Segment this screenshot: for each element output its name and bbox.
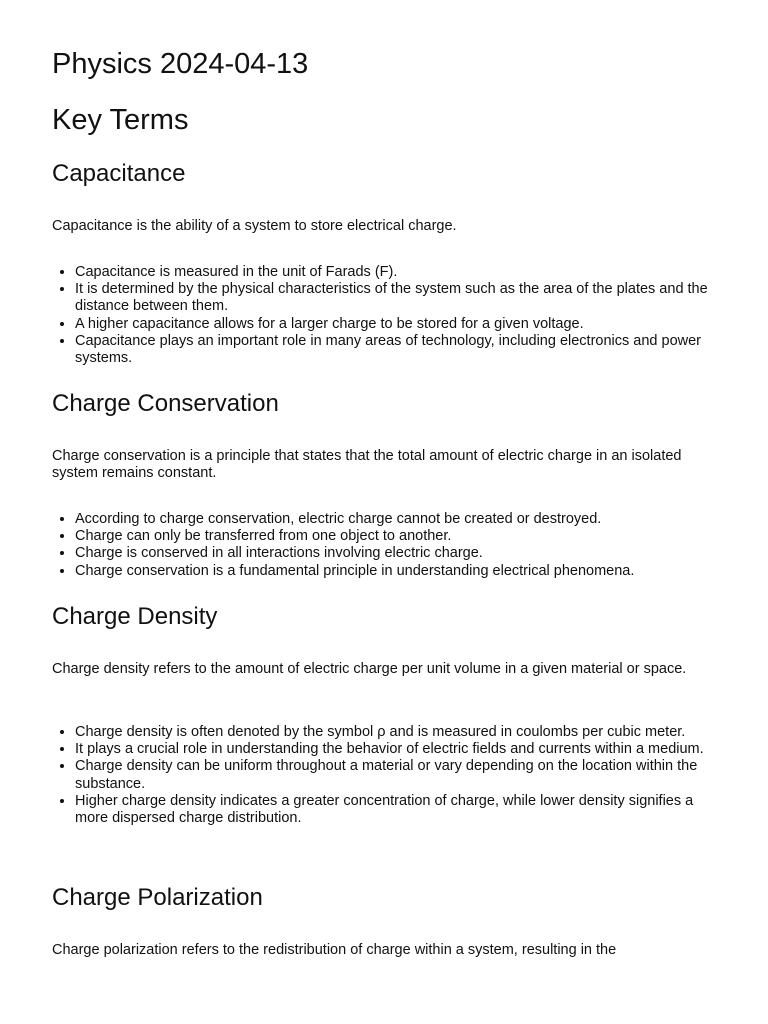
list-item: • It is determined by the physical characteristics of the system such as the area of the plates and the distance between them. bbox=[75, 281, 716, 315]
list-item: • Higher charge density indicates a greater concentration of charge, while lower density signifies a more dispersed charge distribution. bbox=[75, 793, 716, 827]
term-heading-charge-polarization: Charge Polarization bbox=[52, 884, 263, 911]
term-heading-charge-conservation: Charge Conservation bbox=[52, 390, 279, 417]
list-item: • Capacitance plays an important role in many areas of technology, including electronics and power systems. bbox=[75, 333, 716, 367]
list-item: • Charge density is often denoted by the symbol ρ and is measured in coulombs per cubic meter. bbox=[75, 724, 716, 741]
term-points-capacitance bbox=[52, 264, 716, 367]
list-item: • Charge is conserved in all interactions involving electric charge. bbox=[75, 545, 716, 562]
term-definition-charge-conservation: Charge conservation is a principle that states that the total amount of electric charge in an isolated system remains constant. bbox=[52, 448, 682, 482]
list-item: • Charge conservation is a fundamental principle in understanding electrical phenomena. bbox=[75, 563, 716, 580]
term-points-charge-conservation bbox=[52, 511, 716, 580]
section-heading-key-terms: Key Terms bbox=[52, 104, 189, 136]
list-item: • Charge can only be transferred from one object to another. bbox=[75, 528, 716, 545]
list-item: • A higher capacitance allows for a larger charge to be stored for a given voltage. bbox=[75, 316, 716, 333]
list-item: • Capacitance is measured in the unit of Farads (F). bbox=[75, 264, 716, 281]
list-item: • According to charge conservation, electric charge cannot be created or destroyed. bbox=[75, 511, 716, 528]
list-item: • It plays a crucial role in understanding the behavior of electric fields and currents within a medium. bbox=[75, 741, 716, 758]
term-definition-capacitance: Capacitance is the ability of a system to store electrical charge. bbox=[52, 218, 457, 234]
term-definition-charge-polarization: Charge polarization refers to the redistribution of charge within a system, resulting in the bbox=[52, 942, 617, 958]
term-heading-charge-density: Charge Density bbox=[52, 603, 218, 630]
term-points-charge-density bbox=[52, 724, 716, 827]
term-definition-charge-density: Charge density refers to the amount of electric charge per unit volume in a given material or space. bbox=[52, 661, 687, 677]
term-heading-capacitance: Capacitance bbox=[52, 160, 186, 187]
page-title: Physics 2024-04-13 bbox=[52, 48, 309, 80]
list-item: • Charge density can be uniform throughout a material or vary depending on the location within the substance. bbox=[75, 758, 716, 792]
